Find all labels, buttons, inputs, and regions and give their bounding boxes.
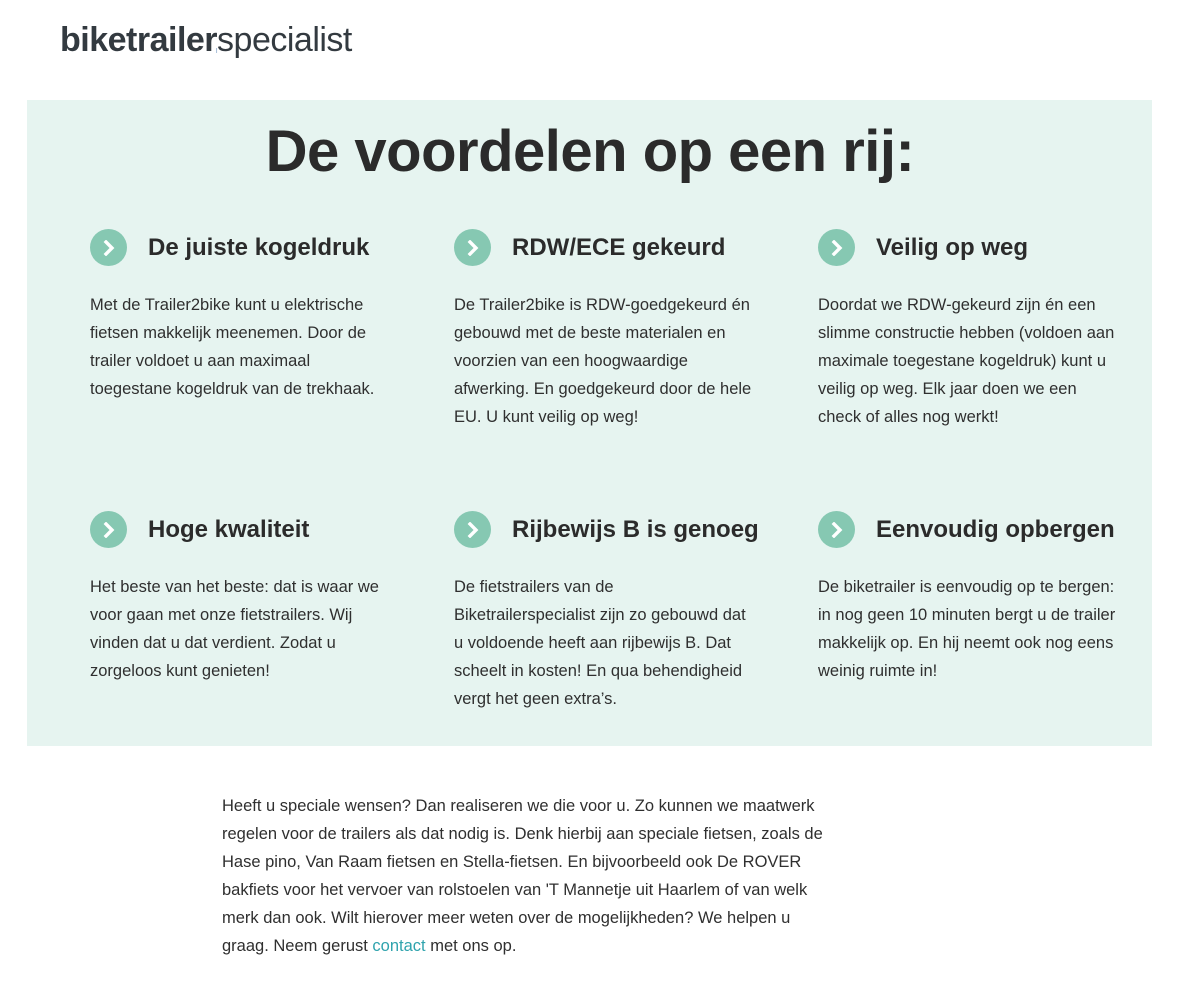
special-wishes-paragraph bbox=[222, 792, 840, 960]
chevron-right-icon bbox=[454, 511, 491, 548]
feature-title: Rijbewijs B is genoeg bbox=[512, 516, 759, 543]
logo-light-text: specialist bbox=[217, 21, 352, 59]
feature-text: De Trailer2bike is RDW-goedgekeurd én gebouwd met de beste materialen en voorzien van een hoogwaardige afwerking. En goedgekeurd door de hele EU. U kunt veilig op weg! bbox=[454, 296, 752, 426]
feature-text: De biketrailer is eenvoudig op te bergen: in nog geen 10 minuten bergt u de trailer makkelijk op. En hij neemt ook nog eens weinig ruimte in! bbox=[818, 578, 1116, 680]
feature-title: Veilig op weg bbox=[876, 234, 1029, 261]
feature-header bbox=[818, 511, 1118, 549]
special-wishes-text: Heeft u speciale wensen? Dan realiseren we die voor u. Zo kunnen we maatwerk regelen voor de trailers als dat nodig is. Denk hierbij aan speciale fietsen, zoals de Hase pino, Van Raam fietsen en Stella-fietsen. En bijvoorbeeld ook De ROVER bakfiets voor het vervoer van rolstoelen van 'T Mannetje uit Haarlem of van welk merk dan ook. Wilt hierover meer weten over de mogelijkheden? We helpen u graag. Neem gerust bbox=[222, 797, 823, 955]
special-wishes-text-end: met ons op. bbox=[430, 937, 517, 955]
feature-header bbox=[90, 229, 390, 267]
feature-rijbewijs bbox=[454, 511, 759, 708]
feature-kwaliteit bbox=[90, 511, 390, 680]
feature-rdw-ece bbox=[454, 229, 754, 426]
feature-header bbox=[454, 229, 754, 267]
feature-text: Doordat we RDW-gekeurd zijn én een slimme constructie hebben (voldoen aan maximale toegestane kogeldruk) kunt u veilig op weg. Elk jaar doen we een check of alles nog werkt! bbox=[818, 296, 1115, 426]
feature-header bbox=[818, 229, 1118, 267]
feature-header bbox=[454, 511, 759, 549]
feature-title: RDW/ECE gekeurd bbox=[512, 234, 726, 261]
feature-text: De fietstrailers van de Biketrailerspecialist zijn zo gebouwd dat u voldoende heeft aan rijbewijs B. Dat scheelt in kosten! En qua behendigheid vergt het geen extra’s. bbox=[454, 578, 746, 708]
feature-header bbox=[90, 511, 390, 549]
feature-title: De juiste kogeldruk bbox=[148, 234, 370, 261]
feature-kogeldruk bbox=[90, 229, 390, 398]
chevron-right-icon bbox=[90, 511, 127, 548]
chevron-right-icon bbox=[454, 229, 491, 266]
chevron-right-icon bbox=[818, 511, 855, 548]
feature-opbergen bbox=[818, 511, 1118, 680]
chevron-right-icon bbox=[90, 229, 127, 266]
benefits-title: De voordelen op een rij: bbox=[265, 119, 915, 184]
contact-link[interactable]: contact bbox=[372, 937, 426, 955]
feature-title: Hoge kwaliteit bbox=[148, 516, 310, 543]
feature-veilig bbox=[818, 229, 1118, 426]
logo-bold-text: biketrailer bbox=[60, 21, 218, 59]
feature-text: Met de Trailer2bike kunt u elektrische fietsen makkelijk meenemen. Door de trailer voldoet u aan maximaal toegestane kogeldruk van de trekhaak. bbox=[90, 296, 375, 398]
feature-text: Het beste van het beste: dat is waar we voor gaan met onze fietstrailers. Wij vinden dat u dat verdient. Zodat u zorgeloos kunt genieten! bbox=[90, 578, 379, 680]
chevron-right-icon bbox=[818, 229, 855, 266]
feature-title: Eenvoudig opbergen bbox=[876, 516, 1115, 543]
site-logo[interactable] bbox=[60, 18, 352, 62]
